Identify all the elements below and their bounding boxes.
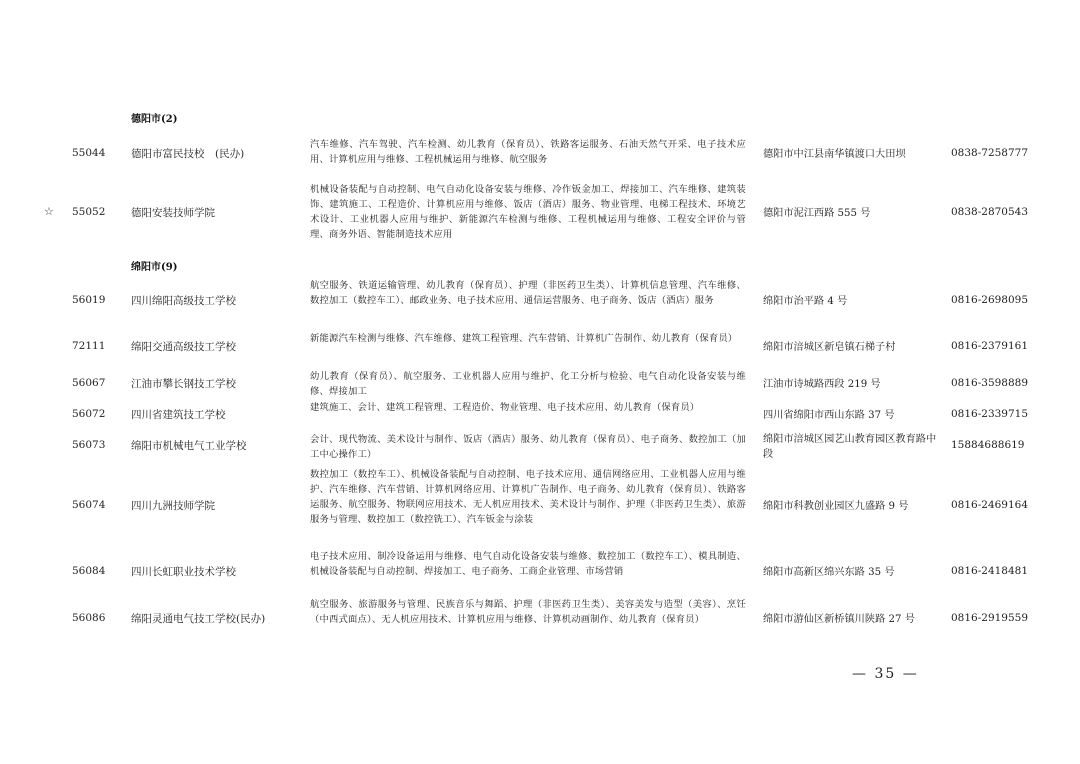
school-name: 绵阳灵通电气技工学校(民办) <box>131 613 266 625</box>
school-address: 德阳市中江县南华镇渡口大田坝 <box>763 149 906 160</box>
school-address: 绵阳市高新区绵兴东路 35 号 <box>763 567 895 578</box>
school-code: 56073 <box>72 439 106 451</box>
school-code: 56067 <box>72 377 106 389</box>
school-address: 德阳市泥江西路 555 号 <box>763 208 871 219</box>
school-phone: 0816-2418481 <box>951 565 1029 577</box>
school-phone: 0816-3598889 <box>951 377 1029 389</box>
school-address: 绵阳市科教创业园区九盛路 9 号 <box>763 501 909 512</box>
school-name: 江油市攀长钢技工学校 <box>131 378 236 390</box>
page-number: — 35 — <box>852 666 919 682</box>
school-majors: 数控加工（数控车工）、机械设备装配与自动控制、电子技术应用、通信网络应用、工业机器人应用与维护、汽车维修、汽车营销、计算机网络应用、计算机广告制作、电子商务、幼儿教育（保育员）、铁路客运服务、航空服务、物联网应用技术、无人机应用技术、美术设计与制作、护理（非医药卫生类）、旅游服务与管理、数控加工（数控铣工）、汽车钣金与涂装 <box>310 469 746 525</box>
school-code: 56086 <box>72 612 106 624</box>
school-code: 55044 <box>72 147 106 159</box>
school-name: 绵阳市机械电气工业学校 <box>131 440 247 452</box>
school-name: 四川长虹职业技术学校 <box>131 566 236 578</box>
school-name: 德阳市富民技校 (民办) <box>131 148 245 160</box>
school-code: 56084 <box>72 565 106 577</box>
school-phone: 0816-2698095 <box>951 294 1029 306</box>
school-address: 江油市诗城路西段 219 号 <box>763 379 881 390</box>
school-phone: 15884688619 <box>951 439 1025 451</box>
school-majors: 机械设备装配与自动控制、电气自动化设备安装与维修、冷作钣金加工、焊接加工、汽车维修、建筑装饰、建筑施工、工程造价、计算机应用与维修、饭店（酒店）服务、物业管理、电梯工程技术、环境艺术设计、工业机器人应用与维护、新能源汽车检测与维修、工程机械运用与维修、工程安全评价与管理、商务外语、智能制造技术应用 <box>310 184 746 240</box>
school-majors: 航空服务、旅游服务与管理、民族音乐与舞蹈、护理（非医药卫生类）、美容美发与造型（美容）、烹饪（中西式面点）、无人机应用技术、计算机应用与维修、计算机动画制作、幼儿教育（保育员） <box>310 599 746 625</box>
school-phone: 0816-2919559 <box>951 612 1029 624</box>
school-majors: 汽车维修、汽车驾驶、汽车检测、幼儿教育（保育员）、铁路客运服务、石油天然气开采、电子技术应用、计算机应用与维修、工程机械运用与维修、航空服务 <box>310 139 746 165</box>
school-phone: 0838-7258777 <box>951 147 1029 159</box>
school-name: 四川绵阳高级技工学校 <box>131 295 236 307</box>
school-name: 四川省建筑技工学校 <box>131 409 226 421</box>
school-code: 72111 <box>72 340 106 352</box>
school-address: 绵阳市治平路 4 号 <box>763 296 848 307</box>
school-majors: 幼儿教育（保育员）、航空服务、工业机器人应用与维护、化工分析与检验、电气自动化设备安装与维修、焊接加工 <box>310 371 746 397</box>
school-majors: 建筑施工、会计、建筑工程管理、工程造价、物业管理、电子技术应用、幼儿教育（保育员） <box>310 402 700 413</box>
school-code: 56019 <box>72 294 106 306</box>
school-majors: 电子技术应用、制冷设备运用与维修、电气自动化设备安装与维修、数控加工（数控车工）、模具制造、机械设备装配与自动控制、焊接加工、电子商务、工商企业管理、市场营销 <box>310 551 746 577</box>
school-phone: 0816-2469164 <box>951 499 1029 511</box>
school-address: 绵阳市涪城区园艺山教育园区教育路中段 <box>763 434 937 460</box>
school-phone: 0838-2870543 <box>951 206 1029 218</box>
school-name: 四川九洲技师学院 <box>131 500 215 512</box>
school-name: 德阳安装技师学院 <box>131 207 215 219</box>
school-address: 四川省绵阳市西山东路 37 号 <box>763 410 895 421</box>
school-phone: 0816-2339715 <box>951 408 1029 420</box>
school-code: 56074 <box>72 499 106 511</box>
school-majors: 航空服务、铁道运输管理、幼儿教育（保育员）、护理（非医药卫生类）、计算机信息管理、汽车维修、数控加工（数控车工）、邮政业务、电子技术应用、通信运营服务、电子商务、饭店（酒店）服务 <box>310 280 746 306</box>
star-mark: ☆ <box>44 205 54 218</box>
school-majors: 新能源汽车检测与维修、汽车维修、建筑工程管理、汽车营销、计算机广告制作、幼儿教育（保育员） <box>310 333 738 344</box>
school-address: 绵阳市游仙区新桥镇川陕路 27 号 <box>763 614 915 625</box>
school-address: 绵阳市涪城区新皂镇石梯子村 <box>763 342 896 353</box>
school-name: 绵阳交通高级技工学校 <box>131 341 236 353</box>
school-phone: 0816-2379161 <box>951 340 1029 352</box>
school-code: 55052 <box>72 206 106 218</box>
city-heading-mianyang: 绵阳市(9) <box>131 262 178 273</box>
city-heading-deyang: 德阳市(2) <box>131 114 178 125</box>
school-code: 56072 <box>72 408 106 420</box>
school-majors: 会计、现代物流、美术设计与制作、饭店（酒店）服务、幼儿教育（保育员）、电子商务、数控加工（加工中心操作工） <box>310 434 746 460</box>
